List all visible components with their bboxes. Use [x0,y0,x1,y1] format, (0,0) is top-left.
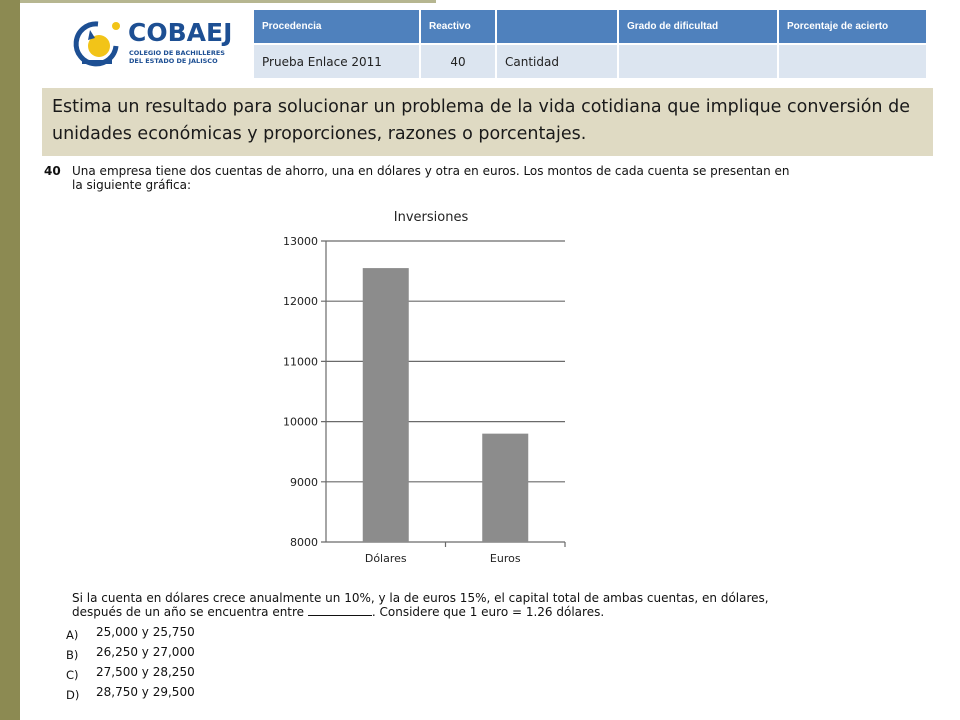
option-text: 25,000 y 25,750 [96,625,195,639]
y-tick-label: 9000 [290,475,318,489]
option-letter: C) [66,668,79,682]
table-row [254,44,927,78]
option-a[interactable] [66,625,366,645]
bar-dolares [363,268,409,542]
y-tick-label: 11000 [283,355,318,369]
option-c[interactable] [66,665,366,685]
option-letter: A) [66,628,79,642]
bar-euros [482,434,528,542]
question-prompt-part1: Si la cuenta en dólares crece anualmente un 10%, y la de euros 15%, el capital total de ambas cuentas, en dólares, después de un año se encuentra entre [72,591,769,619]
logo-subtitle [129,49,225,65]
left-accent-bar [0,0,20,720]
header-reactivo: Reactivo [420,10,496,44]
question-prompt-part2: . Considere que 1 euro = 1.26 dólares. [371,605,605,619]
top-rule [20,0,436,3]
answer-options [66,625,366,705]
cell-porcentaje-acierto [778,44,927,78]
learning-objective-text: Estima un resultado para solucionar un problema de la vida cotidiana que implique conversión de unidades económicas y proporciones, razones o porcentajes. [52,97,910,144]
question-prompt [72,591,792,619]
cell-procedencia: Prueba Enlace 2011 [254,44,420,78]
item-info-table [254,10,928,78]
chart-title: Inversiones [393,210,469,225]
option-text: 28,750 y 29,500 [96,685,195,699]
learning-objective-banner [42,88,933,156]
option-text: 26,250 y 27,000 [96,645,195,659]
logo-wordmark: COBAEJ [128,18,233,47]
cobaej-emblem-icon [72,16,124,70]
logo-subtitle-line2: DEL ESTADO DE JALISCO [129,57,218,65]
option-b[interactable] [66,645,366,665]
cell-grado-dificultad [618,44,778,78]
y-tick-label: 10000 [283,415,318,429]
header-empty [496,10,618,44]
header-porcentaje-acierto: Porcentaje de acierto [778,10,927,44]
table-header-row [254,10,927,44]
investments-bar-chart [240,200,600,575]
header-procedencia: Procedencia [254,10,420,44]
option-d[interactable] [66,685,366,705]
y-tick-label: 12000 [283,295,318,309]
cell-reactivo: 40 [420,44,496,78]
cell-tema: Cantidad [496,44,618,78]
y-tick-label: 8000 [290,536,318,549]
answer-blank [308,605,372,616]
option-letter: D) [66,688,80,702]
logo-subtitle-line1: COLEGIO DE BACHILLERES [129,49,225,57]
header-grado-dificultad: Grado de dificultad [618,10,778,44]
option-text: 27,500 y 28,250 [96,665,195,679]
cobaej-logo [72,16,232,72]
y-tick-label: 13000 [283,235,318,248]
option-letter: B) [66,648,79,662]
question-intro: Una empresa tiene dos cuentas de ahorro, una en dólares y otra en euros. Los montos de cada cuenta se presentan en la siguiente gráfica: [72,164,790,192]
x-category-label: Euros [489,552,521,565]
x-category-label: Dólares [364,552,407,565]
question-number: 40 [44,164,61,178]
